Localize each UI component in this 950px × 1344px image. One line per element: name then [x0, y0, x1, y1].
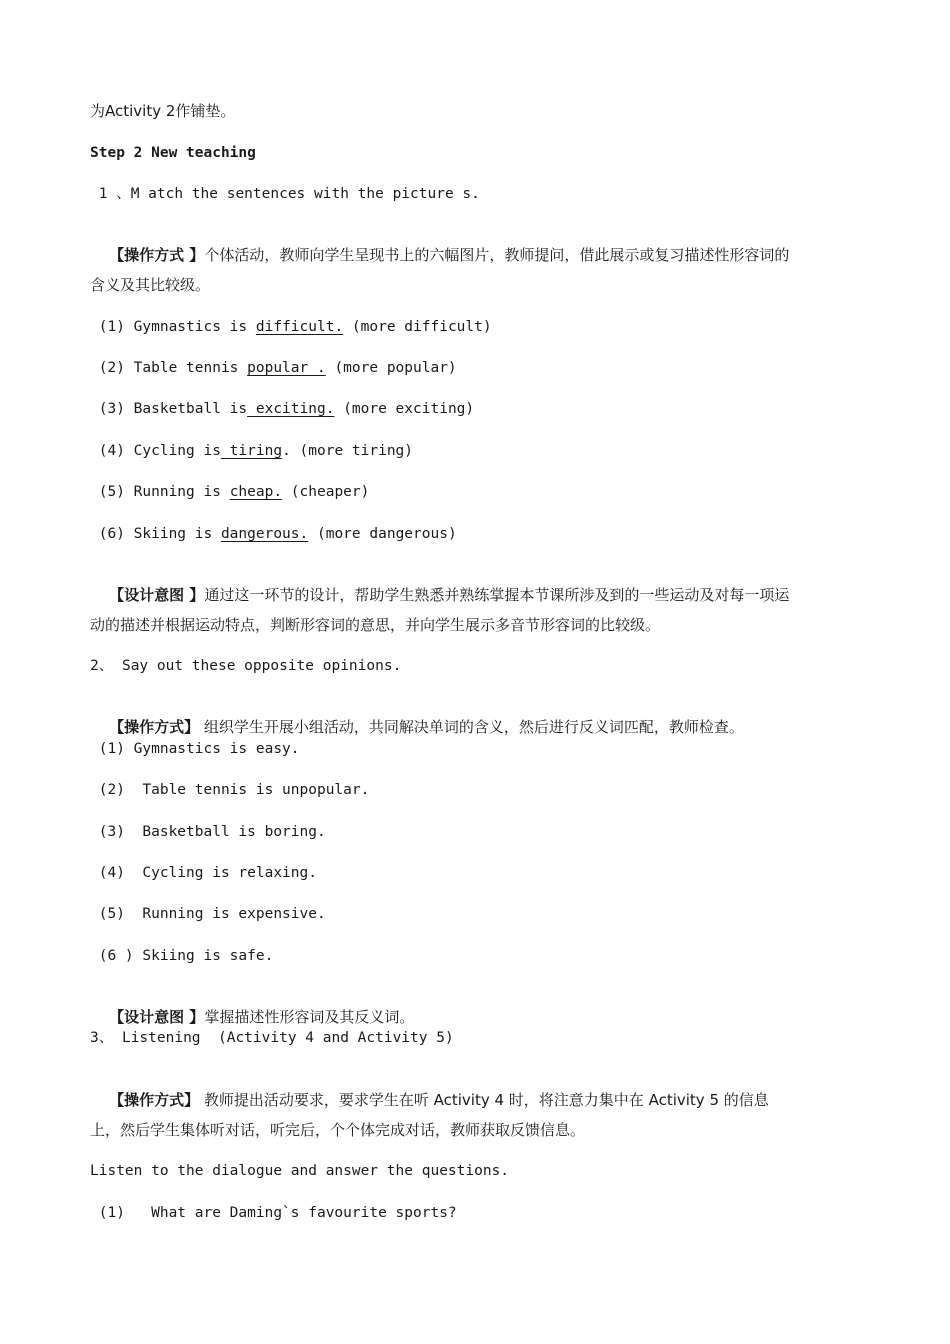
- comparative-hint: (more exciting): [334, 401, 475, 417]
- sentence-1: [90, 317, 492, 337]
- opposite-3: (3) Basketball is boring.: [90, 824, 326, 840]
- sentence-text: (3) Basketball is: [90, 401, 248, 417]
- sentence-5: [90, 482, 369, 502]
- method-paragraph-1-cont: 含义及其比较级。: [90, 276, 211, 294]
- task-2-title: 2、 Say out these opposite opinions.: [90, 658, 402, 674]
- design-tag: 【设计意图 】: [109, 586, 205, 604]
- comparative-hint: (cheaper): [282, 484, 370, 500]
- answer-blank: exciting.: [247, 401, 335, 417]
- opposite-4: (4) Cycling is relaxing.: [90, 865, 317, 881]
- method-paragraph-3-cont: 上，然后学生集体听对话，听完后，个个体完成对话，教师获取反馈信息。: [90, 1121, 586, 1139]
- listening-instruction: Listen to the dialogue and answer the questions.: [90, 1163, 510, 1179]
- sentence-text: (6) Skiing is: [90, 526, 221, 542]
- comparative-hint: (more popular): [325, 360, 457, 376]
- comparative-hint: (more dangerous): [308, 526, 457, 542]
- task-1-title: 1 、M atch the sentences with the picture s.: [90, 186, 480, 202]
- opposite-1: (1) Gymnastics is easy.: [90, 741, 300, 757]
- step-heading: Step 2 New teaching: [90, 145, 256, 161]
- answer-blank: difficult.: [255, 319, 344, 335]
- opposite-5: (5) Running is expensive.: [90, 906, 326, 922]
- method-text: 教师提出活动要求，要求学生在听 Activity 4 时，将注意力集中在 Activity 5 的信息: [199, 1091, 769, 1109]
- design-text: 通过这一环节的设计，帮助学生熟悉并熟练掌握本节课所涉及到的一些运动及对每一项运: [204, 586, 790, 604]
- opposite-6: (6 ) Skiing is safe.: [90, 948, 274, 964]
- method-tag: 【操作方式】: [109, 1091, 200, 1109]
- answer-blank: cheap.: [229, 484, 283, 500]
- design-tag: 【设计意图 】: [109, 1008, 205, 1026]
- method-tag: 【操作方式 】: [109, 246, 205, 264]
- answer-blank: dangerous.: [220, 526, 309, 542]
- sentence-text: (1) Gymnastics is: [90, 319, 256, 335]
- sentence-text: (2) Table tennis: [90, 360, 248, 376]
- sentence-6: [90, 524, 457, 544]
- question-1: (1) What are Daming`s favourite sports?: [90, 1205, 457, 1221]
- design-text: 掌握描述性形容词及其反义词。: [204, 1008, 415, 1026]
- sentence-text: (4) Cycling is: [90, 443, 221, 459]
- method-tag: 【操作方式】: [109, 718, 200, 736]
- comparative-hint: . (more tiring): [282, 443, 414, 459]
- sentence-2: [90, 358, 457, 378]
- sentence-4: [90, 441, 413, 461]
- opposite-2: (2) Table tennis is unpopular.: [90, 782, 370, 798]
- comparative-hint: (more difficult): [343, 319, 492, 335]
- sentence-3: [90, 399, 474, 419]
- intro-line: 为Activity 2作铺垫。: [90, 102, 236, 120]
- method-text: 组织学生开展小组活动，共同解决单词的含义，然后进行反义词匹配，教师检查。: [199, 718, 744, 736]
- sentence-text: (5) Running is: [90, 484, 230, 500]
- task-3-title: 3、 Listening (Activity 4 and Activity 5): [90, 1030, 454, 1046]
- answer-blank: popular .: [247, 360, 326, 376]
- answer-blank: tiring: [220, 443, 283, 459]
- design-paragraph-1-cont: 动的描述并根据运动特点，判断形容词的意思，并向学生展示多音节形容词的比较级。: [90, 616, 661, 634]
- method-text: 个体活动，教师向学生呈现书上的六幅图片，教师提问，借此展示或复习描述性形容词的: [204, 246, 790, 264]
